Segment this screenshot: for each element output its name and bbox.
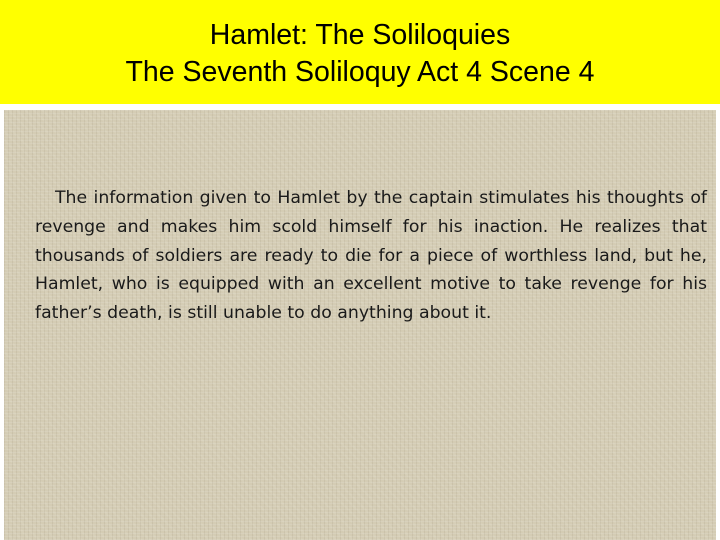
content-panel	[4, 110, 716, 540]
slide-title: Hamlet: The Soliloquies	[209, 19, 511, 51]
slide-subtitle: The Seventh Soliloquy Act 4 Scene 4	[125, 56, 595, 88]
body-paragraph: The information given to Hamlet by the captain stimulates his thoughts of revenge and makes him scold himself for his inaction. He realizes that thousands of soldiers are ready to die for a piece of worthless land, but he, Hamlet, who is equipped with an excellent motive to take revenge for his father’s death, is still unable to do anything about it.	[35, 188, 707, 324]
title-bar	[0, 0, 720, 104]
